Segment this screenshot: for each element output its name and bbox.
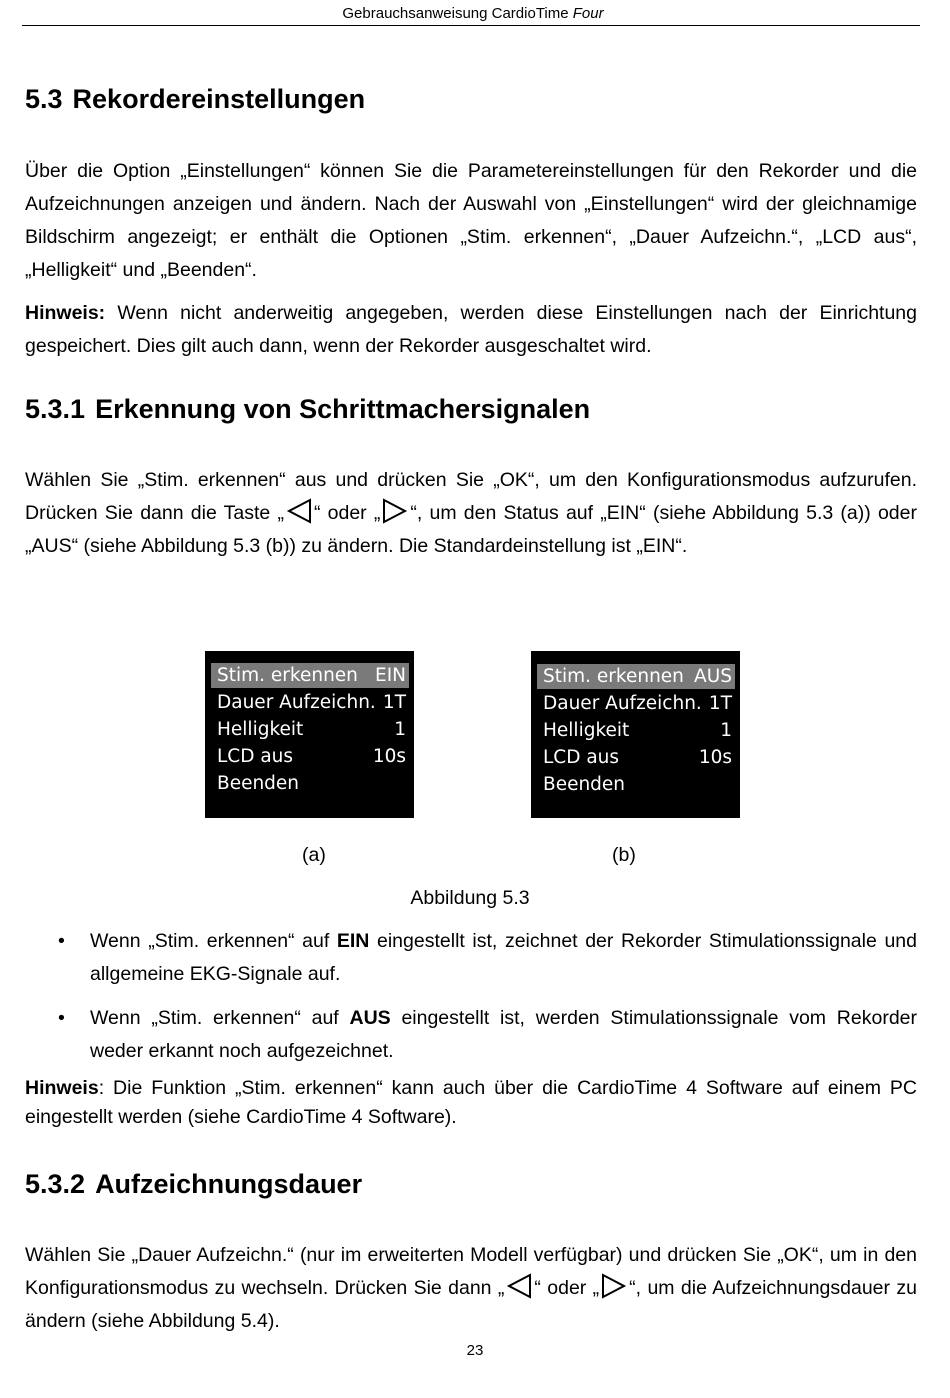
menu-value: 1T <box>382 692 406 713</box>
bullet-text: Wenn „Stim. erkennen“ auf <box>90 930 337 952</box>
bullet-dot: • <box>58 930 65 952</box>
menu-value: 1T <box>708 693 732 714</box>
menu-row <box>537 718 735 743</box>
list-item <box>25 925 917 991</box>
menu-row <box>537 772 735 797</box>
menu-row <box>211 717 409 742</box>
note-2-text: : Die Funktion „Stim. erkennen“ kann auch über die CardioTime 4 Software auf einem PC eingestellt werden (siehe CardioTime 4 Software). <box>25 1077 917 1128</box>
subsection-number-2: 5.3.2 <box>25 1169 86 1199</box>
menu-label: LCD aus <box>543 747 620 768</box>
note-2-label: Hinweis <box>25 1077 99 1099</box>
header-title-italic: Four <box>572 5 604 22</box>
sub2-text-c: “, um die Aufzeichnungsdauer zu ändern (siehe Abbildung 5.4). <box>25 1277 917 1332</box>
device-screen-b <box>531 651 740 818</box>
triangle-left-icon <box>286 498 312 524</box>
figure-label-b: (b) <box>612 844 636 866</box>
device-screen-a <box>205 651 414 818</box>
menu-value: 1 <box>720 720 732 741</box>
menu-label: LCD aus <box>217 746 294 767</box>
subsection-2-paragraph <box>25 1239 917 1338</box>
menu-value: 1 <box>394 719 406 740</box>
sub1-text-c: “, um den Status auf „EIN“ (siehe Abbildung 5.3 (a)) oder „AUS“ (siehe Abbildung 5.3 (b)) zu ändern. Die Standardeinstellung ist „EIN“. <box>25 502 917 557</box>
menu-value: 10s <box>372 746 406 767</box>
sub2-text-b: “ oder „ <box>534 1277 600 1299</box>
figure-caption: Abbildung 5.3 <box>410 887 530 909</box>
menu-label: Dauer Aufzeichn. <box>217 692 376 713</box>
section-note <box>25 297 917 363</box>
menu-label: Stim. erkennen <box>217 665 358 686</box>
menu-label: Beenden <box>217 773 300 794</box>
header-rule <box>22 25 920 26</box>
bullet-list <box>25 925 917 1068</box>
section-intro-paragraph: Über die Option „Einstellungen“ können Sie die Parametereinstellungen für den Rekorder und die Aufzeichnungen anzeigen und ändern. Nach der Auswahl von „Einstellungen“ wird der gleichnamige Bildschirm angezeigt; er enthält die Optionen „Stim. erkennen“, „Dauer Aufzeichn.“, „LCD aus“, „Helligkeit“ und „Beenden“. <box>25 160 917 281</box>
menu-row <box>211 744 409 769</box>
triangle-right-icon <box>382 498 408 524</box>
menu-row <box>211 771 409 796</box>
section-title: Rekordereinstellungen <box>72 84 366 114</box>
sub2-text-a: Wählen Sie „Dauer Aufzeichn.“ (nur im erweiterten Modell verfügbar) und drücken Sie „OK“, um in den Konfigurationsmodus zu wechseln. Drücken Sie dann „ <box>25 1244 917 1299</box>
sub1-text-b: “ oder „ <box>313 502 381 524</box>
menu-label: Dauer Aufzeichn. <box>543 693 702 714</box>
menu-label: Stim. erkennen <box>543 666 684 687</box>
subsection-title-1: Erkennung von Schrittmachersignalen <box>95 394 591 424</box>
figure-label-a: (a) <box>302 844 326 866</box>
subsection-heading-1 <box>25 392 590 426</box>
menu-value: 10s <box>698 747 732 768</box>
bullet-text: Wenn „Stim. erkennen“ auf <box>90 1007 350 1029</box>
menu-row <box>211 690 409 715</box>
list-item <box>25 1002 917 1068</box>
bullet-bold: AUS <box>349 1007 391 1029</box>
bullet-text: eingestellt ist, zeichnet der Rekorder Stimulationssignale und allgemeine EKG-Signale auf. <box>90 930 917 985</box>
menu-row <box>537 691 735 716</box>
subsection-number-1: 5.3.1 <box>25 394 86 424</box>
menu-row <box>211 663 409 688</box>
note-2 <box>25 1074 917 1132</box>
page-header <box>24 4 922 24</box>
subsection-1-paragraph <box>25 464 917 563</box>
section-number: 5.3 <box>25 84 63 114</box>
menu-row <box>537 664 735 689</box>
subsection-heading-2 <box>25 1167 362 1201</box>
subsection-title-2: Aufzeichnungsdauer <box>95 1169 363 1199</box>
header-title: Gebrauchsanweisung CardioTime <box>342 5 573 22</box>
bullet-text: eingestellt ist, werden Stimulationssignale vom Rekorder weder erkannt noch aufgezeichnet. <box>90 1007 918 1062</box>
triangle-left-icon <box>506 1273 532 1299</box>
sub1-text-a: Wählen Sie „Stim. erkennen“ aus und drücken Sie „OK“, um den Konfigurationsmodus aufzurufen. Drücken Sie dann die Taste „ <box>25 469 917 524</box>
page-number: 23 <box>466 1342 484 1359</box>
section-heading <box>25 82 365 116</box>
triangle-right-icon <box>601 1273 627 1299</box>
menu-label: Beenden <box>543 774 626 795</box>
menu-label: Helligkeit <box>543 720 630 741</box>
bullet-dot: • <box>58 1007 65 1029</box>
note-label: Hinweis: <box>25 302 106 324</box>
bullet-bold: EIN <box>336 930 370 952</box>
menu-value: EIN <box>375 665 406 686</box>
note-text: Wenn nicht anderweitig angegeben, werden diese Einstellungen nach der Einrichtung gespeichert. Dies gilt auch dann, wenn der Rekorder ausgeschaltet wird. <box>25 302 917 357</box>
menu-label: Helligkeit <box>217 719 304 740</box>
menu-row <box>537 745 735 770</box>
menu-value: AUS <box>694 666 732 687</box>
